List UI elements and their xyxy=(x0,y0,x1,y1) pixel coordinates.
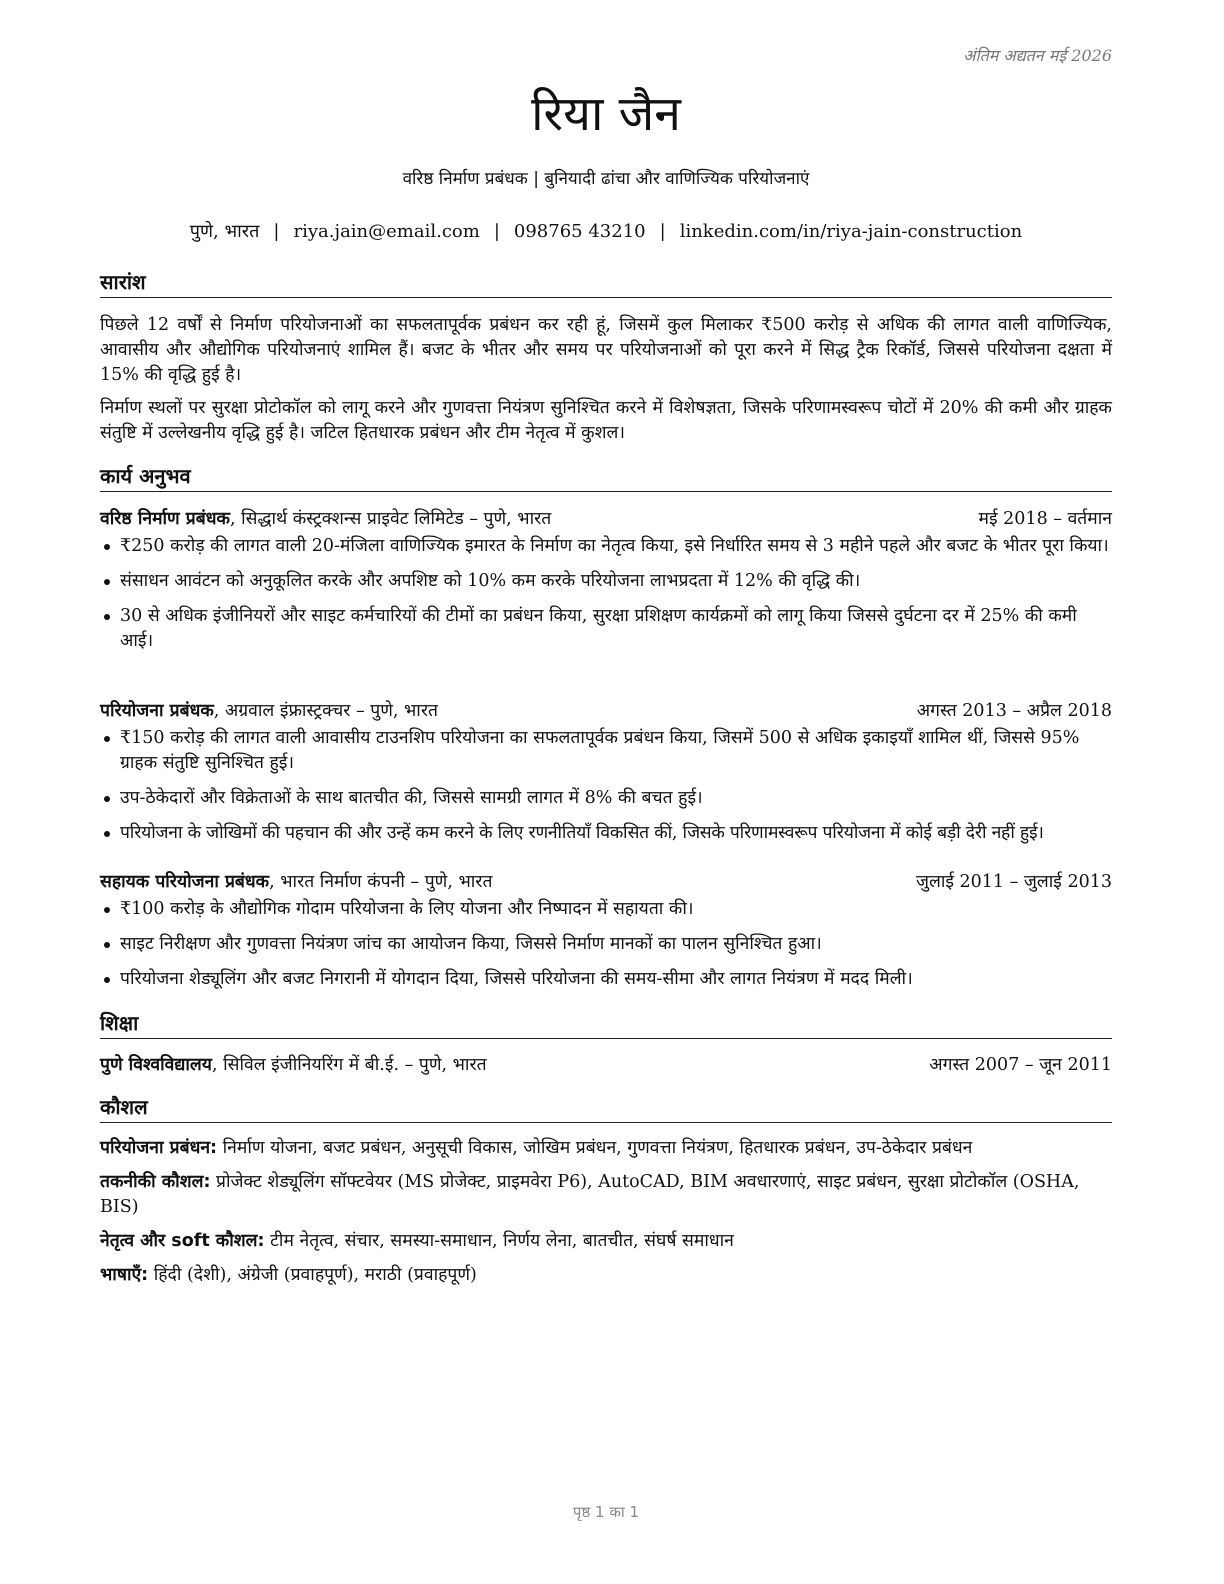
job-role: परियोजना प्रबंधक xyxy=(100,701,214,721)
list-item: 30 से अधिक इंजीनियरों और साइट कर्मचारियों की टीमों का प्रबंधन किया, सुरक्षा प्रशिक्षण कार्यक्रमों को लागू किया जिससे दुर्घटना दर में 25% की कमी आई। xyxy=(120,604,1112,654)
skill-label: परियोजना प्रबंधन: xyxy=(100,1138,218,1158)
list-item: ₹150 करोड़ की लागत वाली आवासीय टाउनशिप परियोजना का सफलतापूर्वक प्रबंधन किया, जिसमें 500 से अधिक इकाइयाँ शामिल थीं, जिससे 95% ग्राहक संतुष्टि सुनिश्चित हुई। xyxy=(120,726,1112,776)
job-bullets xyxy=(100,726,1112,846)
job-entry xyxy=(100,698,1112,856)
list-item: संसाधन आवंटन को अनुकूलित करके और अपशिष्ट को 10% कम करके परियोजना लाभप्रदता में 12% की वृद्धि की। xyxy=(120,569,1112,594)
page-footer: पृष्ठ 1 का 1 xyxy=(572,1503,640,1521)
candidate-name: रिया जैन xyxy=(531,86,681,142)
section-title-skills: कौशल xyxy=(100,1093,1112,1123)
job-role: सहायक परियोजना प्रबंधक xyxy=(100,872,270,892)
list-item: साइट निरीक्षण और गुणवत्ता नियंत्रण जांच का आयोजन किया, जिससे निर्माण मानकों का पालन सुनिश्चित हुआ। xyxy=(120,932,1112,957)
list-item: परियोजना के जोखिमों की पहचान की और उन्हें कम करने के लिए रणनीतियाँ विकसित कीं, जिसके परिणामस्वरूप परियोजना में कोई बड़ी देरी नहीं हुई। xyxy=(120,821,1112,846)
linkedin-link[interactable]: linkedin.com/in/riya-jain-construction xyxy=(679,221,1023,242)
phone: 098765 43210 xyxy=(513,221,646,242)
job-org: , अग्रवाल इंफ्रास्ट्रक्चर – पुणे, भारत xyxy=(213,701,438,721)
degree: , सिविल इंजीनियरिंग में बी.ई. – पुणे, भारत xyxy=(211,1055,487,1075)
list-item: ₹250 करोड़ की लागत वाली 20-मंजिला वाणिज्यिक इमारत के निर्माण का नेतृत्व किया, इसे निर्धारित समय से 3 महीने पहले और बजट के भीतर पूरा किया। xyxy=(120,534,1112,559)
school-name: पुणे विश्वविद्यालय xyxy=(100,1055,212,1075)
location: पुणे, भारत xyxy=(189,221,260,242)
skill-row xyxy=(100,1229,1112,1254)
skill-label: नेतृत्व और soft कौशल: xyxy=(100,1231,265,1251)
skills-section xyxy=(100,1136,1112,1297)
job-role: वरिष्ठ निर्माण प्रबंधक xyxy=(100,509,230,529)
job-bullets xyxy=(100,534,1112,654)
skill-row xyxy=(100,1263,1112,1288)
summary-paragraph: पिछले 12 वर्षों से निर्माण परियोजनाओं का सफलतापूर्वक प्रबंधन कर रही हूं, जिसमें कुल मिलाकर ₹500 करोड़ से अधिक की लागत वाली वाणिज्यिक, आवासीय और औद्योगिक परियोजनाएं शामिल हैं। बजट के भीतर और समय पर परियोजनाओं को पूरा करने में सिद्ध ट्रैक रिकॉर्ड, जिससे परियोजना दक्षता में 15% की वृद्धि हुई है। xyxy=(100,315,1112,385)
job-dates: अगस्त 2013 – अप्रैल 2018 xyxy=(916,701,1112,721)
skill-label: भाषाएँ: xyxy=(100,1265,149,1285)
job-org: , सिद्धार्थ कंस्ट्रक्शन्स प्राइवेट लिमिटेड – पुणे, भारत xyxy=(229,509,552,529)
job-dates: जुलाई 2011 – जुलाई 2013 xyxy=(915,872,1112,892)
skill-value: प्रोजेक्ट शेड्यूलिंग सॉफ्टवेयर (MS प्रोजेक्ट, प्राइमवेरा P6), AutoCAD, BIM अवधारणाएं, साइट प्रबंधन, सुरक्षा प्रोटोकॉल (OSHA, BIS) xyxy=(100,1172,1080,1217)
separator: | xyxy=(493,221,500,242)
skill-value: हिंदी (देशी), अंग्रेजी (प्रवाहपूर्ण), मराठी (प्रवाहपूर्ण) xyxy=(148,1265,477,1285)
skill-row xyxy=(100,1136,1112,1161)
job-header xyxy=(100,698,1112,724)
list-item: ₹100 करोड़ के औद्योगिक गोदाम परियोजना के लिए योजना और निष्पादन में सहायता की। xyxy=(120,897,1112,922)
separator: | xyxy=(659,221,666,242)
job-dates: मई 2018 – वर्तमान xyxy=(978,509,1112,529)
skill-value: टीम नेतृत्व, संचार, समस्या-समाधान, निर्णय लेना, बातचीत, संघर्ष समाधान xyxy=(264,1231,734,1251)
contact-line xyxy=(100,219,1112,244)
job-header xyxy=(100,506,1112,532)
skill-label: तकनीकी कौशल: xyxy=(100,1172,211,1192)
skill-value: निर्माण योजना, बजट प्रबंधन, अनुसूची विकास, जोखिम प्रबंधन, गुणवत्ता नियंत्रण, हितधारक प्रबंधन, उप-ठेकेदार प्रबंधन xyxy=(217,1138,973,1158)
summary-paragraph: निर्माण स्थलों पर सुरक्षा प्रोटोकॉल को लागू करने और गुणवत्ता नियंत्रण सुनिश्चित करने में विशेषज्ञता, जिसके परिणामस्वरूप चोटों में 20% की कमी और ग्राहक संतुष्टि में उल्लेखनीय वृद्धि हुई है। जटिल हितधारक प्रबंधन और टीम नेतृत्व में कुशल। xyxy=(100,398,1112,443)
section-title-experience: कार्य अनुभव xyxy=(100,462,1112,492)
education-entry xyxy=(100,1052,1112,1078)
job-bullets xyxy=(100,897,1112,992)
list-item: परियोजना शेड्यूलिंग और बजट निगरानी में योगदान दिया, जिससे परियोजना की समय-सीमा और लागत नियंत्रण में मदद मिली। xyxy=(120,967,1112,992)
education-dates: अगस्त 2007 – जून 2011 xyxy=(929,1055,1112,1075)
last-updated: अंतिम अद्यतन मई 2026 xyxy=(963,46,1112,65)
job-header xyxy=(100,869,1112,895)
job-org: , भारत निर्माण कंपनी – पुणे, भारत xyxy=(269,872,493,892)
section-title-education: शिक्षा xyxy=(100,1009,1112,1039)
separator: | xyxy=(273,221,280,242)
section-title-summary: सारांश xyxy=(100,268,1112,298)
summary-section xyxy=(100,313,1112,454)
job-entry xyxy=(100,506,1112,664)
skill-row xyxy=(100,1170,1112,1220)
list-item: उप-ठेकेदारों और विक्रेताओं के साथ बातचीत की, जिससे सामग्री लागत में 8% की बचत हुई। xyxy=(120,786,1112,811)
resume-page xyxy=(100,0,1112,1584)
email-link[interactable]: riya.jain@email.com xyxy=(293,221,480,242)
headline: वरिष्ठ निर्माण प्रबंधक | बुनियादी ढांचा और वाणिज्यिक परियोजनाएं xyxy=(402,169,810,189)
job-entry xyxy=(100,869,1112,1002)
education-header xyxy=(100,1052,1112,1078)
